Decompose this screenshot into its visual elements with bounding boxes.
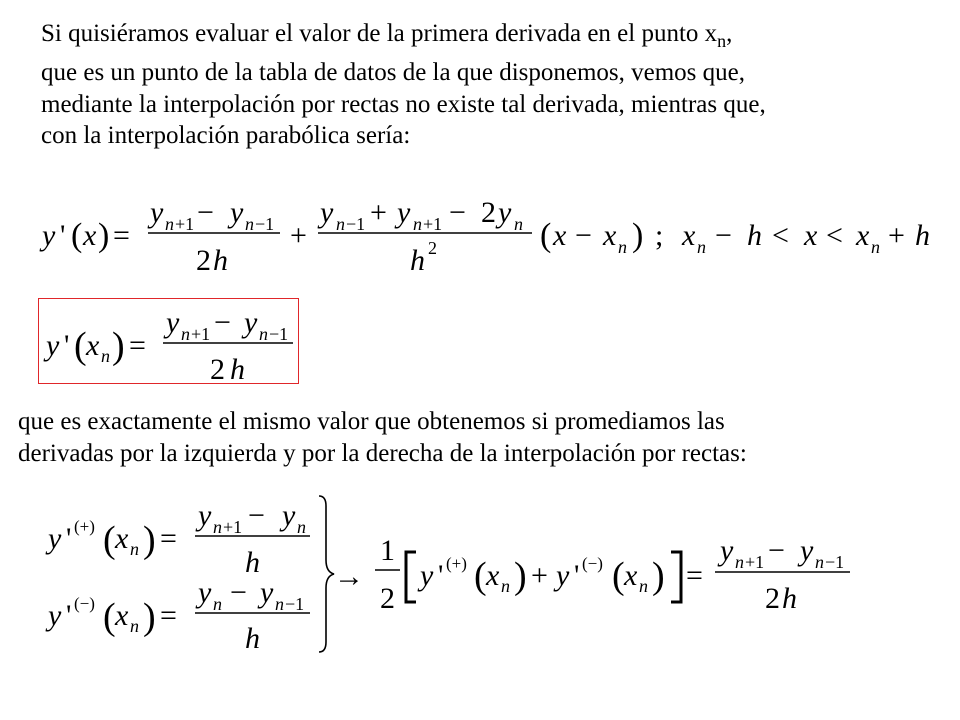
svg-text:': ' <box>66 522 72 555</box>
svg-text:=: = <box>686 559 703 592</box>
svg-text:=: = <box>160 522 177 555</box>
svg-text:−: − <box>768 534 785 567</box>
svg-text:2: 2 <box>380 582 395 615</box>
svg-text:): ) <box>514 555 527 597</box>
svg-text:y: y <box>166 306 180 339</box>
svg-text:y: y <box>46 329 60 362</box>
svg-text:y: y <box>800 534 814 567</box>
svg-text:−: − <box>230 576 247 609</box>
svg-text:n: n <box>336 214 345 234</box>
svg-text:y: y <box>556 559 570 592</box>
svg-text:2: 2 <box>481 196 496 229</box>
svg-text:': ' <box>574 559 580 592</box>
svg-text:x: x <box>856 219 870 252</box>
svg-text:y: y <box>198 499 212 532</box>
svg-text:−: − <box>214 306 231 339</box>
svg-text:→: → <box>334 560 364 593</box>
svg-text:n: n <box>213 594 222 614</box>
svg-text:y: y <box>397 196 411 229</box>
intro-line-4: con la interpolación parabólica sería: <box>41 122 411 150</box>
svg-text:': ' <box>66 599 72 632</box>
svg-text:x: x <box>682 219 696 252</box>
svg-text:+1: +1 <box>223 517 243 537</box>
svg-text:=: = <box>129 329 146 362</box>
svg-text:y: y <box>48 522 62 555</box>
svg-text:+1: +1 <box>745 552 765 572</box>
svg-text:+1: +1 <box>175 214 195 234</box>
svg-text:<: < <box>826 219 843 252</box>
svg-text:x: x <box>553 219 567 252</box>
svg-text:y: y <box>150 196 164 229</box>
svg-text:−1: −1 <box>346 214 366 234</box>
subscript-n: n <box>717 30 727 51</box>
svg-text:': ' <box>64 329 70 362</box>
svg-text:(: ( <box>71 217 83 254</box>
svg-text:y: y <box>260 576 274 609</box>
svg-text:(: ( <box>74 325 87 367</box>
svg-text:+: + <box>290 219 307 252</box>
comparison-line-2: derivadas por la izquierda y por la derecha de la interpolación por rectas: <box>18 439 747 467</box>
svg-text:n: n <box>413 214 422 234</box>
svg-text:x: x <box>804 219 818 252</box>
svg-text:y: y <box>230 196 244 229</box>
svg-text:2: 2 <box>765 582 780 615</box>
intro-line-2: que es un punto de la tabla de datos de la que disponemos, vemos que, <box>41 59 746 87</box>
svg-text:+: + <box>370 196 387 229</box>
svg-text:2: 2 <box>196 244 211 277</box>
svg-text:1: 1 <box>380 534 395 567</box>
svg-text:n: n <box>165 214 174 234</box>
svg-text:(: ( <box>103 596 116 638</box>
svg-text:h: h <box>230 353 245 386</box>
svg-text:−: − <box>715 219 732 252</box>
svg-text:x: x <box>115 599 129 632</box>
svg-text:−: − <box>197 196 214 229</box>
svg-text:y: y <box>282 499 296 532</box>
svg-text:n: n <box>259 324 268 344</box>
svg-text:y: y <box>42 219 56 252</box>
svg-text:(−): (−) <box>582 554 603 573</box>
svg-text:+1: +1 <box>423 214 443 234</box>
svg-text:(: ( <box>103 519 116 561</box>
svg-text:n: n <box>245 214 254 234</box>
svg-text:+: + <box>888 219 905 252</box>
svg-text:(: ( <box>540 217 552 254</box>
svg-text:x: x <box>115 522 129 555</box>
svg-text:2: 2 <box>428 238 437 258</box>
svg-text:n: n <box>101 346 110 366</box>
svg-text:h: h <box>245 622 260 655</box>
svg-text:y: y <box>244 306 258 339</box>
svg-text:−: − <box>449 196 466 229</box>
intro-line-1-end: , <box>726 20 733 47</box>
svg-text:h: h <box>213 244 228 277</box>
svg-text:): ) <box>143 596 156 638</box>
intro-line-1-text: Si quisiéramos evaluar el valor de la primera derivada en el punto x <box>41 20 718 47</box>
svg-text:(: ( <box>612 555 625 597</box>
svg-text:y: y <box>320 196 334 229</box>
svg-text:(−): (−) <box>74 594 95 613</box>
svg-text:x: x <box>86 329 100 362</box>
svg-text:n: n <box>130 616 139 636</box>
svg-text:x: x <box>83 219 97 252</box>
svg-text:y: y <box>420 559 434 592</box>
svg-text:n: n <box>181 324 190 344</box>
svg-text:y: y <box>198 576 212 609</box>
svg-text:=: = <box>160 599 177 632</box>
svg-text:n: n <box>618 237 627 257</box>
svg-text:−1: −1 <box>269 324 289 344</box>
svg-text:(: ( <box>474 555 487 597</box>
svg-text:n: n <box>275 594 284 614</box>
intro-line-3: mediante la interpolación por rectas no existe tal derivada, mientras que, <box>41 90 766 118</box>
svg-text:y: y <box>498 196 512 229</box>
svg-text:+1: +1 <box>191 324 211 344</box>
svg-text:): ) <box>632 217 644 254</box>
svg-text:(+): (+) <box>74 517 95 536</box>
svg-text:h: h <box>245 546 260 579</box>
svg-text:): ) <box>652 555 665 597</box>
svg-text:h: h <box>915 219 930 252</box>
svg-text:n: n <box>815 552 824 572</box>
svg-text:': ' <box>60 219 66 252</box>
svg-text:y: y <box>48 599 62 632</box>
svg-text:x: x <box>624 559 638 592</box>
svg-text:h: h <box>747 219 762 252</box>
svg-text:): ) <box>143 519 156 561</box>
svg-text:n: n <box>871 237 880 257</box>
svg-text:x: x <box>486 559 500 592</box>
svg-text:−: − <box>248 499 265 532</box>
svg-text:+: + <box>531 559 548 592</box>
svg-text:): ) <box>112 325 125 367</box>
svg-text:n: n <box>697 237 706 257</box>
svg-text:y: y <box>720 534 734 567</box>
svg-text:−1: −1 <box>255 214 275 234</box>
svg-text:': ' <box>438 559 444 592</box>
svg-text:): ) <box>98 217 110 254</box>
svg-text:−: − <box>575 219 592 252</box>
svg-text:n: n <box>213 517 222 537</box>
svg-text:2: 2 <box>210 353 225 386</box>
comparison-line-1: que es exactamente el mismo valor que obtenemos si promediamos las <box>18 408 725 435</box>
svg-text:−1: −1 <box>825 552 845 572</box>
svg-text:n: n <box>639 576 648 596</box>
svg-text:−1: −1 <box>285 594 305 614</box>
svg-text:n: n <box>735 552 744 572</box>
svg-text:x: x <box>603 219 617 252</box>
svg-text:n: n <box>501 576 510 596</box>
svg-text:<: < <box>772 219 789 252</box>
svg-text:h: h <box>410 244 425 277</box>
svg-text:n: n <box>297 517 306 537</box>
svg-text:=: = <box>113 219 130 252</box>
svg-text:;: ; <box>655 219 664 252</box>
svg-text:(+): (+) <box>446 554 467 573</box>
svg-text:n: n <box>514 214 523 234</box>
svg-text:h: h <box>782 582 797 615</box>
svg-text:n: n <box>130 539 139 559</box>
